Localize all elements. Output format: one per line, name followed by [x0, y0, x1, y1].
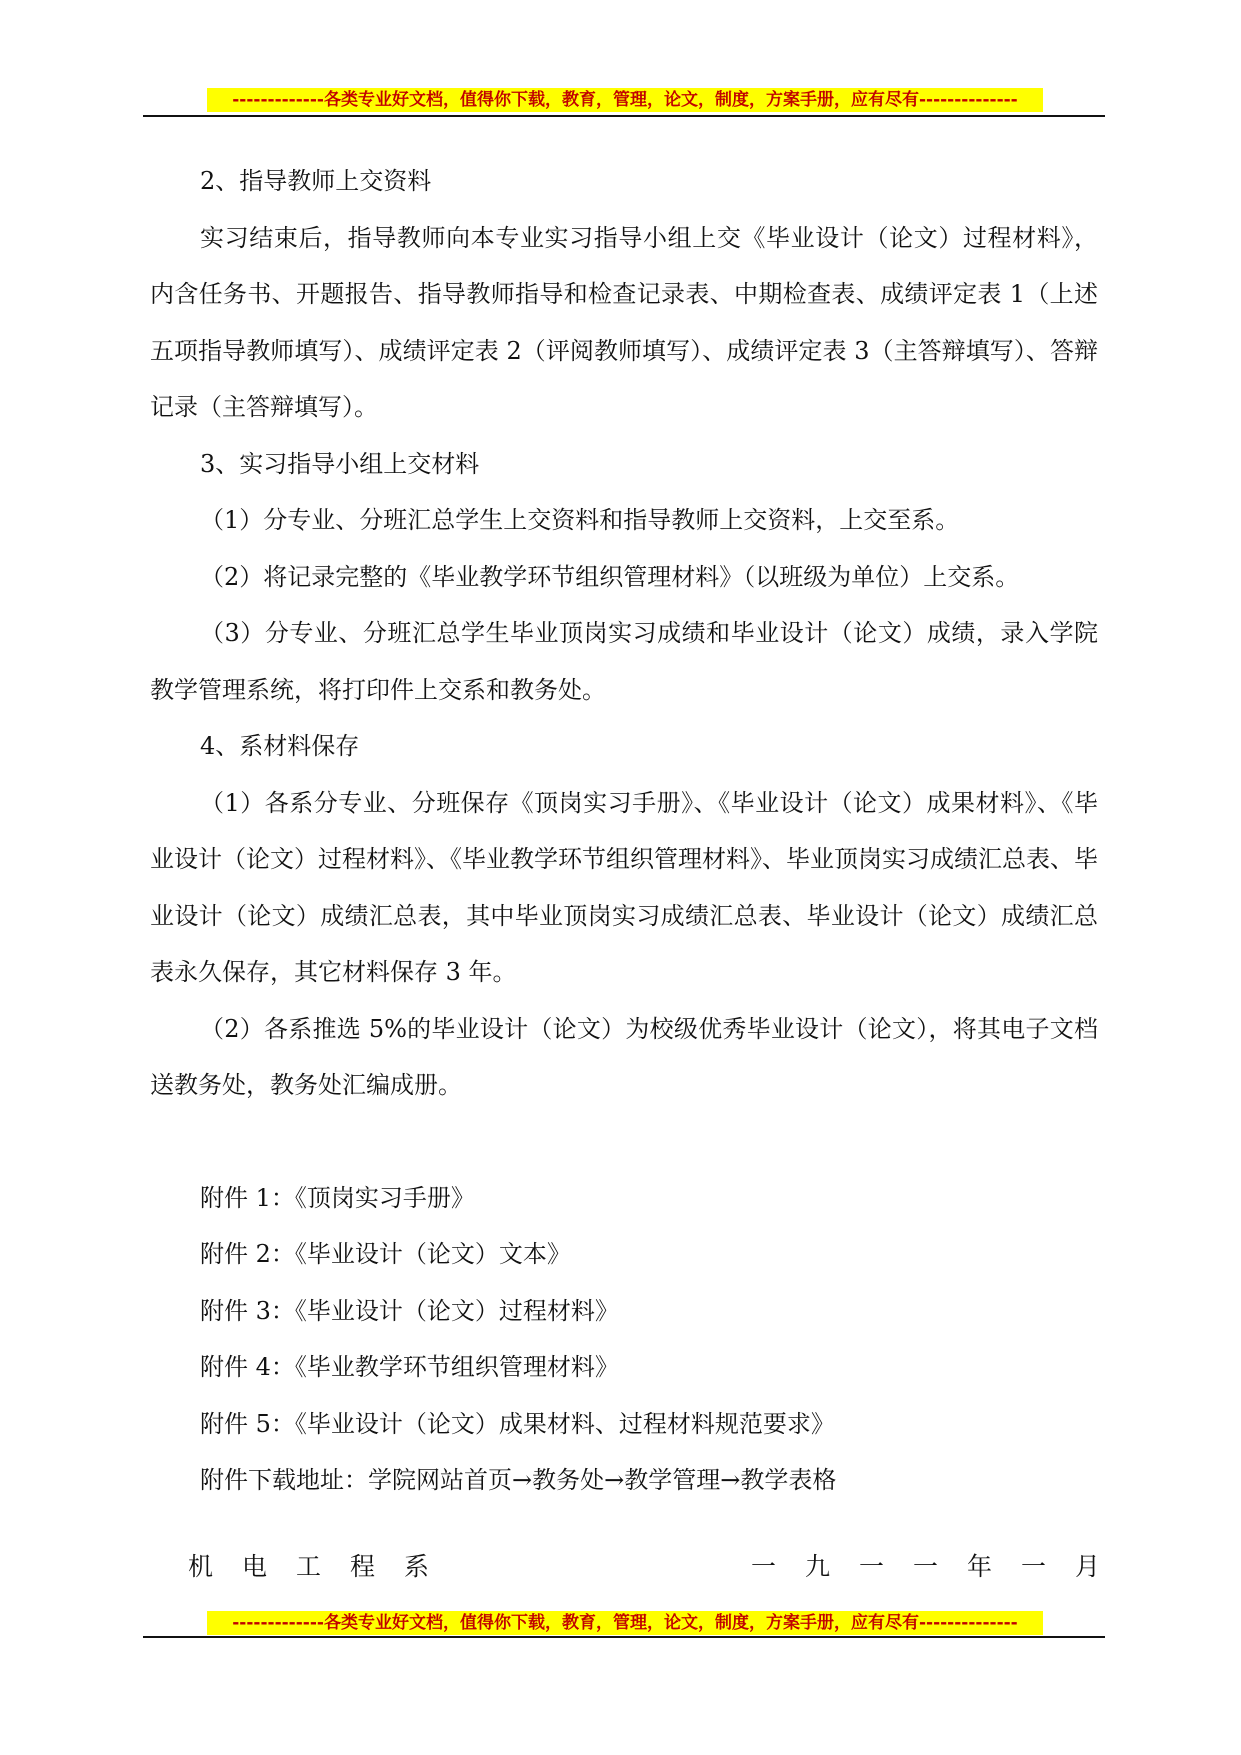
- header-banner: -------------各类专业好文档，值得你下载，教育，管理，论文，制度，方案手册，应有尽有--------------: [207, 88, 1043, 112]
- signature-line: [188, 1547, 1129, 1587]
- body-paragraph: （2）各系推选 5%的毕业设计（论文）为校级优秀毕业设计（论文），将其电子文档送教务处，教务处汇编成册。: [150, 1014, 1098, 1099]
- download-address: 附件下载地址：学院网站首页→教务处→教学管理→教学表格: [200, 1466, 837, 1494]
- spacer: [150, 1114, 1098, 1170]
- body-paragraph: （2）将记录完整的《毕业教学环节组织管理材料》（以班级为单位）上交系。: [200, 562, 1020, 591]
- section-heading: 2、指导教师上交资料: [200, 167, 432, 195]
- department-name: 机电工程系: [188, 1552, 459, 1581]
- attachment-item: 附件 4：《毕业教学环节组织管理材料》: [200, 1353, 619, 1381]
- body-paragraph: 实习结束后，指导教师向本专业实习指导小组上交《毕业设计（论文）过程材料》，内含任务书、开题报告、指导教师指导和检查记录表、中期检查表、成绩评定表 1（上述五项指导教师填写）、成绩评定表 2（评阅教师填写）、成绩评定表 3（主答辩填写）、答辩记录（主答辩填写）。: [150, 223, 1098, 421]
- signature-date: 一九一一年一月: [750, 1552, 1129, 1581]
- body-paragraph: （3）分专业、分班汇总学生毕业顶岗实习成绩和毕业设计（论文）成绩，录入学院教学管理系统，将打印件上交系和教务处。: [150, 619, 1098, 704]
- attachment-item: 附件 2：《毕业设计（论文）文本》: [200, 1240, 571, 1268]
- attachment-item: 附件 1：《顶岗实习手册》: [200, 1183, 475, 1212]
- document-body: [150, 153, 1098, 1509]
- attachment-item: 附件 3：《毕业设计（论文）过程材料》: [200, 1296, 619, 1325]
- section-heading: 4、系材料保存: [200, 732, 360, 760]
- footer-banner: -------------各类专业好文档，值得你下载，教育，管理，论文，制度，方案手册，应有尽有--------------: [207, 1611, 1043, 1635]
- body-paragraph: （1）各系分专业、分班保存《顶岗实习手册》、《毕业设计（论文）成果材料》、《毕业设计（论文）过程材料》、《毕业教学环节组织管理材料》、毕业顶岗实习成绩汇总表、毕业设计（论文）成绩汇总表，其中毕业顶岗实习成绩汇总表、毕业设计（论文）成绩汇总表永久保存，其它材料保存 3 年。: [150, 788, 1098, 986]
- section-heading: 3、实习指导小组上交材料: [200, 449, 480, 478]
- footer-rule: [143, 1636, 1105, 1638]
- body-paragraph: （1）分专业、分班汇总学生上交资料和指导教师上交资料，上交至系。: [200, 506, 960, 534]
- attachment-item: 附件 5：《毕业设计（论文）成果材料、过程材料规范要求》: [200, 1409, 835, 1438]
- header-rule: [143, 115, 1105, 117]
